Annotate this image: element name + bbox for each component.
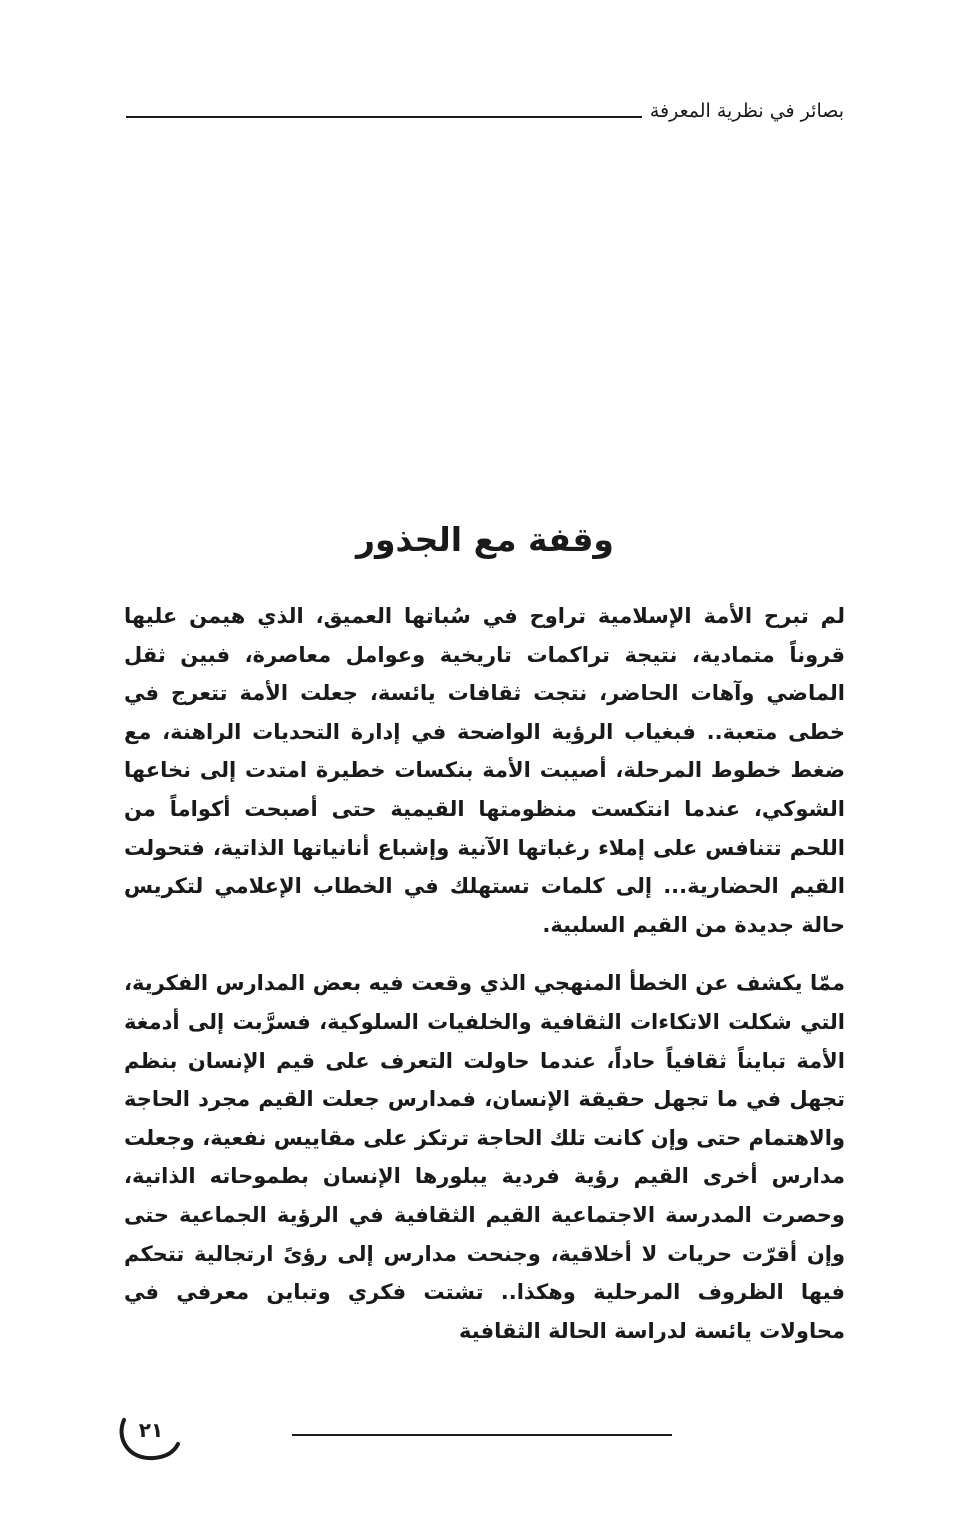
running-header: [126, 96, 844, 126]
page-number-box: [114, 1414, 184, 1466]
paragraph-1: لم تبرح الأمة الإسلامية تراوح في سُباتها العميق، الذي هيمن عليها قروناً متمادية، نتيجة تراكمات تاريخية وعوامل معاصرة، فبين ثقل الماضي وآهات الحاضر، نتجت ثقافات يائسة، جعلت الأمة تتعرج في خطى متعبة.. فبغياب الرؤية الواضحة في إدارة التحديات الراهنة، مع ضغط خطوط المرحلة، أصيبت الأمة بنكسات خطيرة امتدت إلى نخاعها الشوكي، عندما انتكست منظومتها القيمية حتى أصبحت أكواماً من اللحم تتنافس على إملاء رغباتها الآنية وإشباع أنانياتها الذاتية، فتحولت القيم الحضارية... إلى كلمات تستهلك في الخطاب الإعلامي لتكريس حالة جديدة من القيم السلبية.: [124, 604, 845, 937]
header-rule: [126, 116, 642, 118]
page-number: ٢١: [138, 1418, 164, 1442]
footer-rule: [292, 1434, 672, 1436]
running-header-title: بصائر في نظرية المعرفة: [649, 99, 844, 122]
body-text: [124, 597, 845, 1350]
chapter-title: وقفة مع الجذور: [356, 520, 614, 560]
paragraph-2: ممّا يكشف عن الخطأ المنهجي الذي وقعت فيه بعض المدارس الفكرية، التي شكلت الاتكاءات الثقافية والخلفيات السلوكية، فسرَّبت إلى أدمغة الأمة تبايناً ثقافياً حاداً، عندما حاولت التعرف على قيم الإنسان بنظم تجهل في ما تجهل حقيقة الإنسان، فمدارس جعلت القيم مجرد الحاجة والاهتمام حتى وإن كانت تلك الحاجة ترتكز على مقاييس نفعية، وجعلت مدارس أخرى القيم رؤية فردية يبلورها الإنسان بطموحاته الذاتية، وحصرت المدرسة الاجتماعية القيم الثقافية في الرؤية الجماعية حتى وإن أقرّت حريات لا أخلاقية، وجنحت مدارس إلى رؤىً ارتجالية تتحكم فيها الظروف المرحلية وهكذا.. تشتت فكري وتباين معرفي في محاولات يائسة لدراسة الحالة الثقافية: [124, 971, 845, 1343]
